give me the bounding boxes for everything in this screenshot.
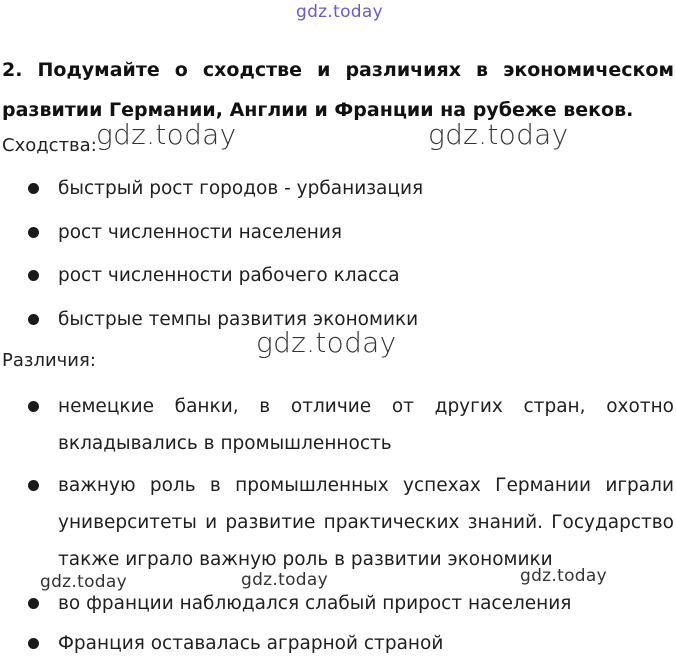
similarities-item-text: рост численности населения xyxy=(58,222,343,243)
similarities-item xyxy=(28,214,674,251)
bullet-icon xyxy=(28,598,39,609)
similarities-item-text: рост численности рабочего класса xyxy=(58,265,400,286)
watermark-big-2: gdz.today xyxy=(428,118,569,151)
bullet-icon xyxy=(28,401,39,412)
watermark-big-1: gdz.today xyxy=(96,118,237,151)
differences-item xyxy=(28,467,674,578)
differences-item-text: важную роль в промышленных успехах Германии играли университеты и развитие практических знаний. Государство также играло важную роль в развитии экономики xyxy=(58,475,674,570)
watermark-small-2: gdz.today xyxy=(241,570,328,590)
differences-item-text: во франции наблюдался слабый прирост населения xyxy=(58,593,572,614)
bullet-icon xyxy=(28,183,39,194)
differences-item xyxy=(28,388,674,462)
watermark-top: gdz.today xyxy=(296,2,383,22)
bullet-icon xyxy=(28,638,39,649)
bullet-icon xyxy=(28,270,39,281)
question-heading: 2. Подумайте о сходстве и различиях в экономическом развитии Германии, Англии и Франции на рубеже веков. xyxy=(2,59,674,121)
similarities-item-text: быстрый рост городов - урбанизация xyxy=(58,178,424,199)
watermark-small-1: gdz.today xyxy=(40,572,127,592)
bullet-icon xyxy=(28,480,39,491)
differences-item-text: Франция оставалась аграрной страной xyxy=(58,633,444,654)
watermark-small-3: gdz.today xyxy=(520,566,607,586)
similarities-item-text: быстрые темпы развития экономики xyxy=(58,309,419,330)
bullet-icon xyxy=(28,314,39,325)
differences-item-text: немецкие банки, в отличие от других стран, охотно вкладывались в промышленность xyxy=(58,396,674,454)
similarities-item xyxy=(28,170,674,207)
similarities-label: Сходства: xyxy=(2,135,97,156)
bullet-icon xyxy=(28,227,39,238)
similarities-item xyxy=(28,257,674,294)
differences-item xyxy=(28,625,674,662)
watermark-big-3: gdz.today xyxy=(256,326,397,359)
differences-label: Различия: xyxy=(2,350,96,371)
